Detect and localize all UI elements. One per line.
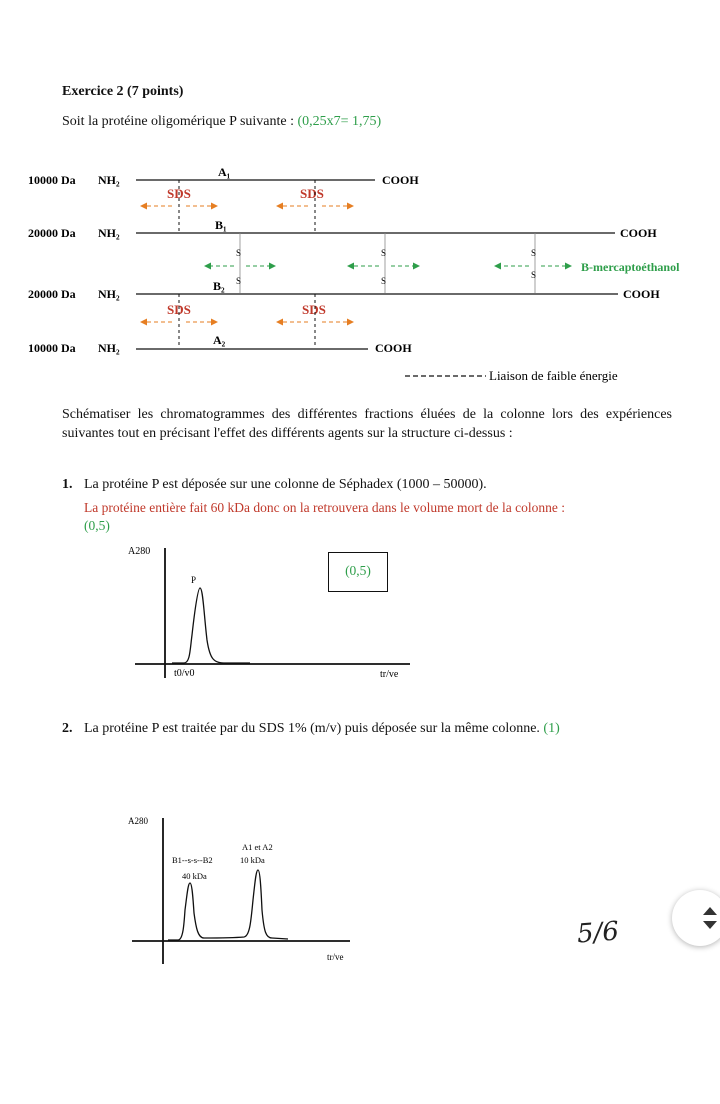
chain-a1-mass: 10000 Da [28, 173, 76, 187]
chart2-xlabel: tr/ve [327, 952, 344, 962]
chain-a1-name: A₁ [218, 165, 231, 179]
question-2-text: La protéine P est traitée par du SDS 1% (m/v) puis déposée sur la même colonne. [84, 721, 544, 736]
s-label-3a: S [531, 248, 537, 258]
question-2-score: (1) [543, 721, 560, 736]
chart1-x-origin-label: t0/v0 [174, 668, 195, 679]
chain-b1-nterm: NH₂ [98, 226, 120, 240]
question-1-text: La protéine P est déposée sur une colonne de Séphadex (1000 – 50000). [84, 477, 487, 492]
legend-text: Liaison de faible énergie [489, 368, 618, 383]
chain-b2-cterm: COOH [623, 287, 660, 301]
score-box-text: (0,5) [345, 563, 371, 578]
chart2-peak1-label-line1: B1--s-s--B2 [172, 855, 213, 865]
chromatogram-2 [120, 810, 380, 970]
chart2-peak2-label-line2: 10 kDa [240, 855, 265, 865]
chain-a1-cterm: COOH [382, 173, 419, 187]
question-1-score: (0,5) [84, 518, 110, 533]
reagent-label: B-mercaptoéthanol [581, 260, 680, 274]
s-label-2a: S [381, 248, 387, 258]
question-1 [62, 477, 487, 493]
chain-b2-mass: 20000 Da [28, 287, 76, 301]
exercise-title: Exercice 2 (7 points) [62, 84, 184, 99]
intro-text: Soit la protéine oligomérique P suivante : [62, 114, 298, 129]
question-1-number: 1. [62, 477, 73, 492]
protein-structure-diagram [0, 160, 720, 390]
chain-b1-name: B₁ [215, 218, 227, 232]
s-label-1a: S [236, 248, 242, 258]
instruction-text: Schématiser les chromatogrammes des différentes fractions éluées de la colonne lors des expériences suivantes tout en précisant l'effet des différents agents sur la structure ci-dessus : [62, 407, 672, 441]
chain-b1-cterm: COOH [620, 226, 657, 240]
chain-a2-cterm: COOH [375, 341, 412, 355]
scroll-down-icon[interactable] [703, 921, 717, 929]
page-number: 5/6 [576, 916, 620, 950]
score-box [328, 552, 388, 592]
chart1-ylabel: A280 [128, 546, 151, 557]
question-1-answer: La protéine entière fait 60 kDa donc on la retrouvera dans le volume mort de la colonne : [84, 500, 565, 515]
scroll-up-icon[interactable] [703, 907, 717, 915]
chain-b2-nterm: NH₂ [98, 287, 120, 301]
chain-a2-nterm: NH₂ [98, 341, 120, 355]
chain-b2-name: B₂ [213, 279, 225, 293]
sds-label-4: SDS [302, 302, 326, 317]
chain-a1-nterm: NH₂ [98, 173, 120, 187]
intro-line [62, 114, 381, 130]
chain-b1-mass: 20000 Da [28, 226, 76, 240]
sds-label-3: SDS [167, 302, 191, 317]
chart2-peak2-label-line1: A1 et A2 [242, 842, 273, 852]
scroll-arrows-icon [672, 890, 720, 946]
chart1-xlabel: tr/ve [380, 669, 399, 680]
chart2-peak1-label-line2: 40 kDa [182, 871, 207, 881]
chain-a2-mass: 10000 Da [28, 341, 76, 355]
intro-score: (0,25x7= 1,75) [297, 114, 382, 129]
question-2-number: 2. [62, 721, 73, 736]
chart2-ylabel: A280 [128, 816, 148, 826]
sds-label-2: SDS [300, 186, 324, 201]
chart1-peak-p [172, 588, 250, 663]
chart1-peak-label: P [191, 575, 197, 585]
scroll-control[interactable] [672, 890, 720, 946]
chain-a2-name: A₂ [213, 333, 226, 347]
s-label-2b: S [381, 276, 387, 286]
s-label-3b: S [531, 270, 537, 280]
question-2 [62, 721, 560, 737]
s-label-1b: S [236, 276, 242, 286]
sds-label-1: SDS [167, 186, 191, 201]
